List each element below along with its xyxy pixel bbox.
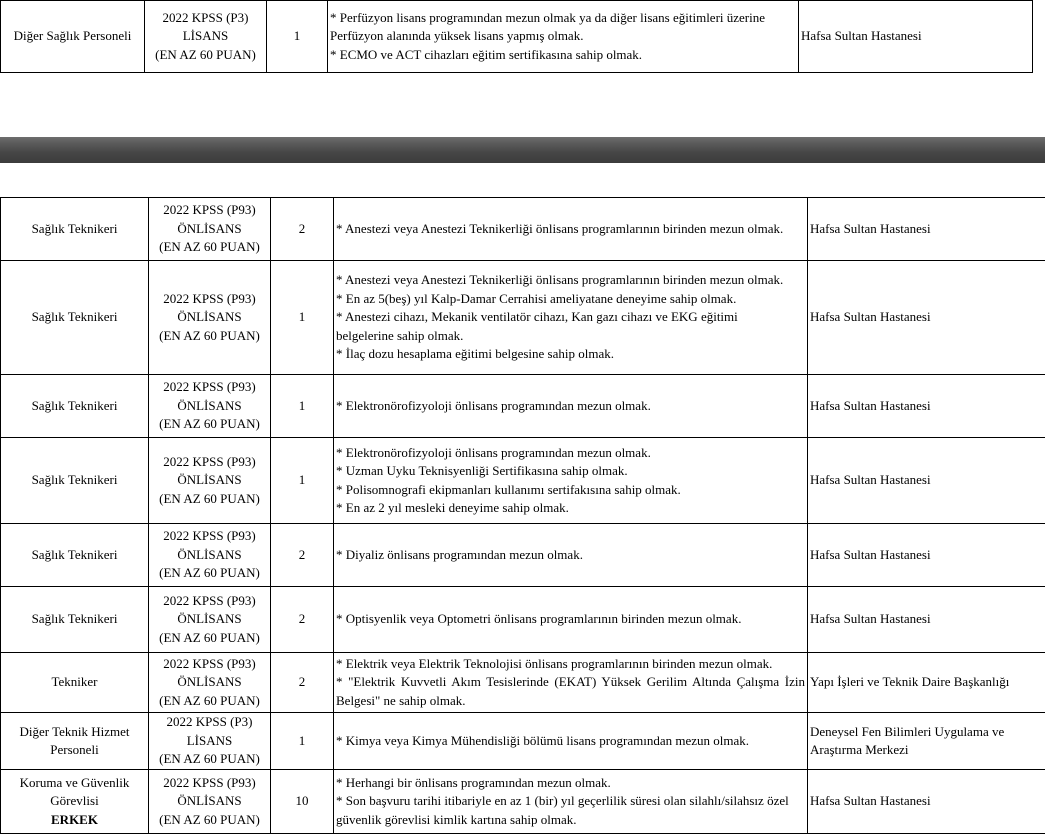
count-value: 2 [299,674,306,689]
exam-line: 2022 KPSS (P93) [151,774,268,793]
section-divider-bar [0,137,1045,163]
unit-line: Hafsa Sultan Hastanesi [810,471,1044,490]
exam-cell [149,261,271,375]
exam-line: (EN AZ 60 PUAN) [151,811,268,830]
unit-cell [808,713,1045,770]
table-row [1,524,1045,587]
count-cell [271,713,334,770]
unit-cell [808,524,1045,587]
requirement-line: * Elektronörofizyoloji önlisans programından mezun olmak. [336,397,805,416]
unit-line: Hafsa Sultan Hastanesi [810,220,1044,239]
requirement-line: * Kimya veya Kimya Mühendisliği bölümü lisans programından mezun olmak. [336,732,805,751]
count-cell [267,1,328,73]
exam-line: (EN AZ 60 PUAN) [151,238,268,257]
requirements-cell [334,653,808,713]
requirement-line: * En az 2 yıl mesleki deneyime sahip olmak. [336,499,805,518]
exam-cell [145,1,267,73]
exam-line: 2022 KPSS (P93) [151,527,268,546]
requirements-cell [334,438,808,524]
unit-cell [808,198,1045,261]
table-row [1,375,1045,438]
unit-line: Hafsa Sultan Hastanesi [810,546,1044,565]
requirement-line: * İlaç dozu hesaplama eğitimi belgesine sahip olmak. [336,345,805,364]
position-line: ERKEK [3,811,146,830]
table-row [1,587,1045,653]
table-row [1,438,1045,524]
exam-cell [149,375,271,438]
exam-cell [149,653,271,713]
table-row [1,713,1045,770]
exam-line: ÖNLİSANS [151,471,268,490]
exam-cell [149,770,271,834]
unit-line: Hafsa Sultan Hastanesi [810,308,1044,327]
requirements-cell [334,198,808,261]
exam-line: 2022 KPSS (P3) [151,713,268,732]
exam-line: (EN AZ 60 PUAN) [151,490,268,509]
exam-line: 2022 KPSS (P3) [147,9,264,28]
requirement-line: Perfüzyon alanında yüksek lisans yapmış olmak. [330,27,796,46]
position-cell [1,587,149,653]
position-cell [1,198,149,261]
unit-cell [808,438,1045,524]
requirement-line: * Anestezi veya Anestezi Teknikerliği önlisans programlarının birinden mezun olmak. [336,271,805,290]
exam-line: 2022 KPSS (P93) [151,655,268,674]
exam-line: (EN AZ 60 PUAN) [151,629,268,648]
position-cell [1,261,149,375]
count-value: 2 [299,611,306,626]
exam-line: (EN AZ 60 PUAN) [151,692,268,711]
table-row [1,261,1045,375]
count-cell [271,198,334,261]
exam-cell [149,713,271,770]
requirement-line: * "Elektrik Kuvvetli Akım Tesislerinde (EKAT) Yüksek Gerilim Altında Çalışma İzin [336,673,805,692]
requirements-cell [334,713,808,770]
exam-line: ÖNLİSANS [151,610,268,629]
unit-line: Araştırma Merkezi [810,741,1044,760]
exam-line: (EN AZ 60 PUAN) [147,46,264,65]
position-cell [1,375,149,438]
position-cell [1,524,149,587]
position-line: Diğer Sağlık Personeli [3,27,142,46]
unit-line: Yapı İşleri ve Teknik Daire Başkanlığı [810,673,1044,692]
count-cell [271,587,334,653]
requirement-line: Belgesi" ne sahip olmak. [336,692,805,711]
requirement-line: * Elektrik veya Elektrik Teknolojisi önlisans programlarının birinden mezun olmak. [336,655,805,674]
requirement-line: * Herhangi bir önlisans programından mezun olmak. [336,774,805,793]
requirement-line: * Elektronörofizyoloji önlisans programından mezun olmak. [336,444,805,463]
count-value: 1 [299,398,306,413]
position-line: Tekniker [3,673,146,692]
position-line: Sağlık Teknikeri [3,308,146,327]
exam-cell [149,587,271,653]
count-value: 1 [299,733,306,748]
position-cell [1,438,149,524]
exam-line: ÖNLİSANS [151,220,268,239]
requirements-cell [334,770,808,834]
exam-line: ÖNLİSANS [151,673,268,692]
exam-cell [149,524,271,587]
position-line: Sağlık Teknikeri [3,471,146,490]
position-cell [1,1,145,73]
top-table [0,0,1033,73]
positions-table [0,197,1045,834]
unit-cell [808,653,1045,713]
unit-line: Hafsa Sultan Hastanesi [801,27,1030,46]
requirements-cell [334,524,808,587]
unit-line: Hafsa Sultan Hastanesi [810,792,1044,811]
position-line: Sağlık Teknikeri [3,610,146,629]
position-cell [1,653,149,713]
position-cell [1,770,149,834]
exam-line: ÖNLİSANS [151,792,268,811]
position-line: Koruma ve Güvenlik [3,774,146,793]
exam-line: (EN AZ 60 PUAN) [151,564,268,583]
unit-line: Deneysel Fen Bilimleri Uygulama ve [810,723,1044,742]
unit-cell [808,587,1045,653]
requirements-cell [334,375,808,438]
unit-line: Hafsa Sultan Hastanesi [810,397,1044,416]
exam-line: ÖNLİSANS [151,308,268,327]
unit-cell [808,261,1045,375]
count-value: 2 [299,547,306,562]
requirement-line: * ECMO ve ACT cihazları eğitim sertifikasına sahip olmak. [330,46,796,65]
exam-line: (EN AZ 60 PUAN) [151,327,268,346]
positions-table-body [1,198,1045,834]
count-value: 1 [299,472,306,487]
count-value: 10 [296,793,309,808]
exam-line: ÖNLİSANS [151,546,268,565]
requirements-cell [334,261,808,375]
count-value: 1 [294,28,301,43]
exam-line: LİSANS [147,27,264,46]
requirement-line: * Optisyenlik veya Optometri önlisans programlarının birinden mezun olmak. [336,610,805,629]
exam-cell [149,438,271,524]
position-line: Sağlık Teknikeri [3,546,146,565]
exam-line: 2022 KPSS (P93) [151,378,268,397]
exam-line: ÖNLİSANS [151,397,268,416]
exam-line: 2022 KPSS (P93) [151,453,268,472]
requirement-line: * Son başvuru tarihi itibariyle en az 1 (bir) yıl geçerlilik süresi olan silahlı/silahsız özel [336,792,805,811]
position-line: Görevlisi [3,792,146,811]
table-row [1,1,1033,73]
requirement-line: * Diyaliz önlisans programından mezun olmak. [336,546,805,565]
exam-line: 2022 KPSS (P93) [151,592,268,611]
table-row [1,198,1045,261]
unit-cell [808,770,1045,834]
position-line: Sağlık Teknikeri [3,220,146,239]
requirement-line: belgelerine sahip olmak. [336,327,805,346]
exam-line: LİSANS [151,732,268,751]
position-cell [1,713,149,770]
requirement-line: * Anestezi veya Anestezi Teknikerliği önlisans programlarının birinden mezun olmak. [336,220,805,239]
count-cell [271,375,334,438]
count-value: 1 [299,309,306,324]
exam-line: 2022 KPSS (P93) [151,201,268,220]
unit-cell [799,1,1033,73]
count-cell [271,770,334,834]
requirement-line: * Polisomnografi ekipmanları kullanımı sertifakısına sahip olmak. [336,481,805,500]
count-cell [271,438,334,524]
count-cell [271,524,334,587]
exam-line: (EN AZ 60 PUAN) [151,415,268,434]
table-row [1,653,1045,713]
count-cell [271,653,334,713]
requirement-line: * Anestezi cihazı, Mekanik ventilatör cihazı, Kan gazı cihazı ve EKG eğitimi [336,308,805,327]
exam-cell [149,198,271,261]
position-line: Sağlık Teknikeri [3,397,146,416]
requirements-cell [328,1,799,73]
exam-line: 2022 KPSS (P93) [151,290,268,309]
requirement-line: * En az 5(beş) yıl Kalp-Damar Cerrahisi ameliyatane deneyime sahip olmak. [336,290,805,309]
table-row [1,770,1045,834]
position-line: Personeli [3,741,146,760]
unit-line: Hafsa Sultan Hastanesi [810,610,1044,629]
position-line: Diğer Teknik Hizmet [3,723,146,742]
requirement-line: * Uzman Uyku Teknisyenliği Sertifikasına sahip olmak. [336,462,805,481]
requirements-cell [334,587,808,653]
count-value: 2 [299,221,306,236]
requirement-line: * Perfüzyon lisans programından mezun olmak ya da diğer lisans eğitimleri üzerine [330,9,796,28]
exam-line: (EN AZ 60 PUAN) [151,750,268,769]
unit-cell [808,375,1045,438]
count-cell [271,261,334,375]
requirement-line: güvenlik görevlisi kimlik kartına sahip olmak. [336,811,805,830]
